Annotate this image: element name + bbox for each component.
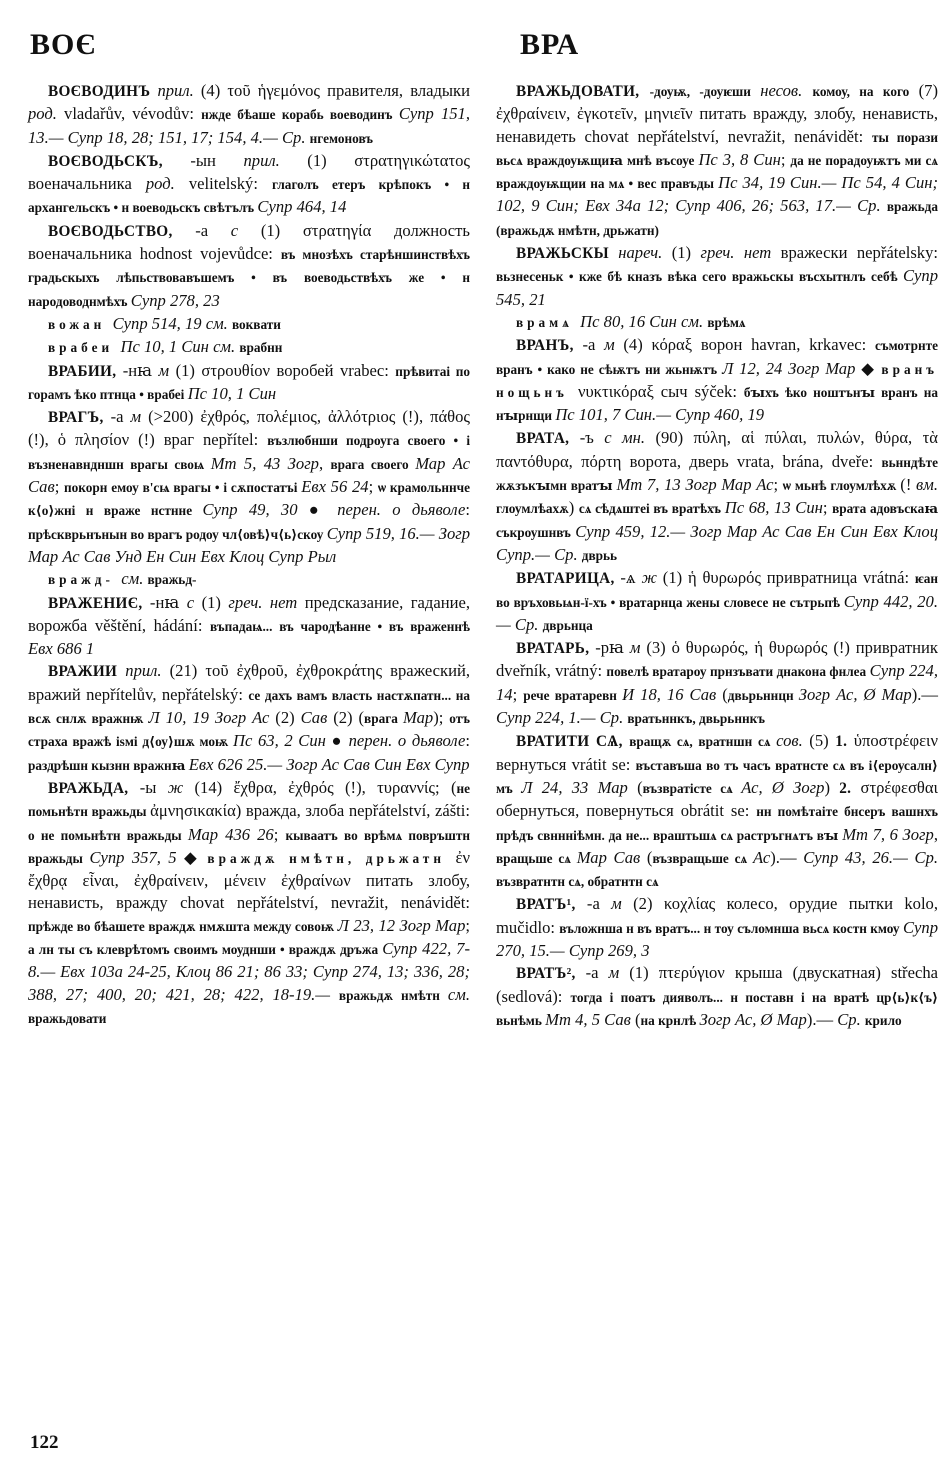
dictionary-entry (28, 313, 470, 336)
entry-text: Супр 270, 15.— Супр 269, 3 (496, 917, 938, 960)
headword: ВРАЖЬСКЫ (516, 245, 619, 263)
entry-text: м (629, 638, 641, 658)
entry-text: (14) ἔχθρα, ἐχθρός (!), τυραννίς; ( (183, 777, 457, 797)
entry-text: ἀμνησικακία) вражда, злоба nepřátelství, zášti: (150, 801, 470, 821)
entry-text: ( (627, 777, 643, 797)
headword: ВРАЖЬДОВАТИ, (516, 83, 650, 100)
entry-text: род. (28, 104, 57, 124)
entry-text: -рꙗ (595, 638, 630, 658)
entry-text: ; (465, 915, 470, 935)
entry-text: воквати (231, 316, 281, 332)
dictionary-entry (28, 777, 470, 1030)
entry-text: -а (582, 335, 605, 355)
headword: ВРАЖЬДА, (48, 779, 140, 797)
dictionary-entry (496, 730, 938, 893)
entry-text: врабеи (48, 340, 121, 356)
entry-text: глоумлѣахѫ (496, 501, 569, 517)
entry-text: прѣжде во бѣашете враждѫ нмѫшта между совоѭ (28, 918, 338, 934)
entry-text: въпадаѩ... въ чародѣанне • въ враженнѣ (210, 618, 470, 634)
dictionary-entry (28, 406, 470, 568)
page-number: 122 (30, 1432, 59, 1453)
entry-text: -нꙗ (122, 360, 159, 380)
entry-text: Л 12, 24 Зогр Мар (722, 358, 856, 378)
entry-text: ; (54, 477, 64, 497)
entry-text: , (933, 824, 938, 844)
dictionary-entry (496, 893, 938, 962)
entry-text: а лн ты съ клеврѣтомъ своимъ моуднши • враждѫ дръжа (28, 941, 383, 957)
entry-text: ).— (911, 684, 938, 704)
dictionary-entry (28, 568, 470, 591)
entry-text: (3) ὁ θυρωρός, ἡ θυρωρός (!) привратник dveřník, vrátný: (496, 638, 938, 681)
entry-text: нжде бѣаше корабь воеводинъ (201, 107, 399, 123)
entry-text: см. (447, 984, 470, 1004)
entry-text: врага (364, 711, 403, 727)
entry-text: ).— (770, 847, 804, 867)
entry-text: да не порадоуѭтъ ми сѧ враждоуѭщии на мѧ • вес правъды (496, 152, 938, 192)
headword: ВРАТАРЬ, (516, 640, 596, 658)
running-head-right: ВРА (520, 28, 580, 61)
entry-text: -нꙗ (149, 592, 187, 612)
entry-text: вражьд- (147, 572, 197, 588)
dictionary-entry (496, 567, 938, 637)
entry-text: вражд- (48, 572, 122, 588)
entry-text: στρέφεσθαι обернуться, повернуться obrátit se: (496, 777, 938, 821)
entry-text: ( (716, 684, 728, 704)
entry-text: -ъ (579, 428, 605, 448)
entry-text: (1) ἡ θυρωρός привратница vrátná: (656, 568, 915, 588)
headword: ВРАТА, (516, 430, 580, 448)
entry-text: -ын (190, 150, 244, 170)
entry-text: дврьнца (542, 617, 593, 633)
entry-text: м (611, 894, 622, 914)
entry-text: нареч. (618, 243, 663, 263)
entry-text: м (158, 360, 170, 380)
entry-text: (1) (662, 243, 701, 263)
entry-text: (! (900, 475, 917, 495)
entry-text: : (465, 500, 470, 520)
entry-text: перен. о дьяволе (348, 731, 466, 751)
entry-text: Пс 80, 16 Син см. (580, 311, 708, 331)
entry-text: (1) στρατηγικώτατος военачальника (28, 150, 470, 194)
entry-text: -а (585, 963, 609, 983)
entry-text: Супр 422, 7-8.— Евх 103а 24-25, Клоц 86 21; 86 33; Супр 274, 13; 336, 28; 388, 27; 400, 20; 421, 28; 422, 18-19.— (28, 938, 470, 1004)
headword: ВРАТЪ², (516, 965, 586, 983)
entry-text: Супр 43, 26.— Ср. (803, 847, 939, 867)
entry-text: (4) κόραξ ворон havran, krkavec: (614, 335, 875, 355)
dictionary-entry (28, 592, 470, 661)
entry-text: отъ страха вражѣ іѕмі д⟨оу⟩шѫ моѭ (28, 711, 470, 750)
entry-text: Мт 5, 43 Зогр (210, 453, 319, 473)
entry-text: (>200) ἐχθρός, πολέμιος, ἀλλότριος (!), πάθος (!), ὁ πλησίον (!) враг nepřítel: (28, 407, 470, 450)
headword: 2. (839, 779, 861, 797)
entry-text: съмотрнте вранъ • како не сѣѭтъ ни жьнѭтъ (496, 338, 938, 377)
entry-text: vladařův, vévodův: (56, 104, 202, 124)
entry-text: сов. (776, 731, 803, 751)
entry-text: Евх 686 1 (28, 639, 95, 659)
entry-text: с (230, 220, 239, 240)
entry-text: вм. (916, 475, 938, 495)
entry-text: вражьдовати (28, 1010, 107, 1026)
entry-text: греч. нет (228, 592, 298, 612)
entry-text: Супр 442, 20.— Ср. (496, 591, 938, 634)
dictionary-entry (496, 637, 938, 730)
entry-text: м (604, 335, 615, 355)
entry-text: ) (568, 498, 579, 518)
entry-text: Супр 224, 1.— Ср. (496, 708, 628, 728)
entry-text: врѣмѧ (707, 314, 746, 330)
entry-text: Супр 464, 14 (257, 197, 347, 217)
entry-text: ; (512, 684, 524, 704)
entry-text: νυκτικόραξ сыч sýček: (577, 381, 744, 401)
entry-text: ; (780, 149, 791, 169)
headword: ВРАБИИ, (48, 362, 123, 380)
entry-text: ).— (806, 1009, 838, 1029)
entry-text: ◆ (855, 358, 882, 378)
entry-text: вожан (48, 316, 113, 332)
entry-text: -а (586, 894, 612, 914)
dictionary-entry (496, 242, 938, 311)
entry-text: сѧ сѣдѧштеі въ вратѣхъ (578, 501, 725, 517)
entry-text: (2) ( (327, 708, 365, 728)
headword: ВРАЖЕНИЄ, (48, 594, 150, 612)
entry-text: вратьннкъ, двьрьннкъ (627, 711, 765, 727)
running-head-left: ВОЄ (30, 28, 97, 61)
entry-text: Л 24, 33 Мар (521, 777, 628, 797)
entry-text: възлюбнши подроуга своего • і възненавндншн врагы своѩ (28, 433, 471, 472)
entry-text: ѡ крамольннче к⟨о⟩жні н враже нстнне (28, 480, 470, 519)
entry-text: м (608, 963, 620, 983)
entry-text: греч. нет (700, 243, 772, 263)
entry-text: Пс 101, 7 Син.— Супр 460, 19 (555, 405, 765, 425)
entry-text: Супр 49, 30 (202, 500, 298, 520)
entry-text: въставъша во тъ часъ вратнсте сѧ въ і⟨ероусалн⟩мъ (496, 757, 938, 796)
headword: ВРАГЪ, (48, 409, 111, 427)
entry-text: прил. (157, 81, 194, 100)
entry-text: ; (273, 824, 286, 844)
entry-text: раздрѣшн кызнн вражнꙗ (28, 757, 189, 773)
entry-text: о не помьнѣтн вражьды (28, 827, 188, 843)
entry-text: Пс 63, 2 Син (233, 731, 326, 751)
entry-text: ж (641, 568, 657, 588)
entry-text: несов. (760, 81, 813, 100)
headword: ВРАЖИИ (48, 663, 126, 681)
entry-text: -доуѭ, -доуѥши (649, 84, 761, 99)
entry-text: Л 10, 19 Зогр Ас (148, 708, 270, 728)
entry-text: ); (433, 708, 450, 728)
entry-text: (7) ἐχθραίνειν, ἐγκοτεῖν, μηνιεῖν питать вражду, злобу, ненависть, ненавидеть chovat nepřátelství, nevražit, nenávidět: (496, 81, 939, 146)
entry-text: -а (110, 407, 131, 427)
entry-text: ) (824, 777, 840, 797)
left-column (28, 80, 470, 1030)
entry-text: ; (822, 498, 833, 518)
entry-text: вращѫ сѧ, вратншн сѧ (629, 734, 777, 750)
entry-text: : (465, 731, 470, 751)
entry-text: двьрьннцн (727, 687, 799, 703)
entry-text: (21) τοῦ ἐχθροῦ, ἐχθροκράτης вражеский, вражий nepřítelův, nepřátelský: (28, 661, 470, 704)
entry-text: ; (773, 475, 783, 495)
dictionary-entry (28, 220, 470, 313)
entry-text: Супр 545, 21 (496, 266, 938, 309)
entry-text: враждѫ нмѣтн, дрьжатн (207, 850, 456, 866)
entry-text: на крнлѣ (640, 1012, 700, 1028)
entry-text: Пс 10, 1 Син см. (120, 337, 240, 357)
entry-text: -ѧ (620, 568, 642, 588)
entry-text: Пс 3, 8 Син (698, 149, 781, 169)
dictionary-entry (496, 311, 938, 334)
entry-text: Мар Ас Сав (28, 453, 471, 497)
entry-text: Супр 151, 13.— Супр 18, 28; 151, 17; 154, 4.— Ср. (28, 104, 470, 147)
headword: ВРАНЪ, (516, 337, 583, 355)
entry-text: И 18, 16 Сав (622, 684, 717, 704)
entry-text: Мт 7, 13 Зогр Мар Ас (616, 475, 774, 495)
entry-text: рече вратаревн (523, 687, 623, 703)
entry-text: вьзнесеньк • кже бѣ кназъ вѣка сего вражьскы въсхытнлъ себѣ (496, 269, 903, 285)
entry-text: Супр 514, 19 см. (112, 313, 232, 333)
dictionary-entry (28, 360, 470, 407)
dictionary-entry (28, 80, 470, 150)
entry-text: (5) (802, 731, 836, 751)
entry-text: възвратнтн сѧ, обратнтн сѧ (496, 874, 659, 890)
entry-text: ● (297, 500, 338, 520)
entry-text: Л 23, 12 Зогр Мар (337, 915, 466, 935)
entry-text: (2) κοχλίας колесо, орудие пытки kolo, mučidlo: (496, 894, 938, 937)
entry-text: ● (325, 731, 349, 751)
dictionary-entry (496, 80, 938, 242)
entry-text: вражески nepřátelsky: (771, 243, 938, 263)
entry-text: прѣскврьнънын во врагъ родоу чл⟨овѣ⟩ч⟨ь⟩скоу (28, 526, 327, 542)
entry-text: (90) πύλη, αἱ πύλαι, πυλών, θύρα, τὰ παντόθυρα, πόρτη ворота, дверь vrata, brána, dveře: (496, 428, 938, 471)
headword: ВОЄВОДИНЪ (48, 83, 158, 100)
entry-text: Мт 4, 5 Сав (545, 1009, 631, 1029)
entry-text: (1) στρατηγία должность военачальника hodnost vojevůdce: (28, 220, 470, 264)
headword: ВРАТАРИЦА, (516, 570, 621, 588)
headword: ВОЄВОДЬСТВО, (48, 222, 196, 240)
entry-text: Пс 68, 13 Син (724, 498, 823, 518)
entry-text: възвращьше сѧ (652, 850, 754, 866)
headword: 1. (835, 733, 854, 751)
entry-text: ѥан во връховьѩн-ї-хъ • вратарнца жены словесе не сътрьпѣ (496, 571, 938, 610)
entry-text: прил. (243, 150, 280, 170)
entry-text: Евх 56 24 (301, 477, 369, 497)
entry-text: въ мнозѣхъ старѣншинствѣхъ градьскыхъ лѣпьствовавъшемъ • въ воеводьствѣхъ же • н народоводнмѣхъ (28, 247, 470, 309)
headword: ВРАТИТИ СѦ, (516, 733, 630, 751)
headword: ВОЄВОДЬСКЪ, (48, 152, 191, 170)
dictionary-entry (28, 336, 470, 359)
entry-text: вращьше сѧ (496, 850, 577, 866)
entry-text: комоу, на кого (812, 84, 919, 99)
entry-text: прѣвитаі по горамъ ѣко птнца • врабеі (28, 363, 470, 402)
entry-text: възвратісте сѧ (642, 780, 742, 796)
dictionary-entry (28, 150, 470, 220)
entry-text: врабнн (239, 340, 283, 356)
entry-text: ; (368, 477, 378, 497)
entry-text: ты порази вьсѧ враждоуѭщиꙗ мнѣ въсоуе (496, 129, 938, 168)
entry-text: нгемоновъ (309, 130, 374, 146)
headword: ВРАТЪ¹, (516, 896, 587, 914)
entry-text: см. (121, 569, 148, 589)
entry-text: ( (640, 847, 653, 867)
entry-text: вражьда (вражьдѫ нмѣтн, дрьжатн) (496, 199, 938, 238)
entry-text: ж (167, 777, 184, 797)
entry-text: предсказание, гадание, ворожба věštění, hádání: (28, 592, 470, 635)
entry-text: Зогр Ас, Ø Мар (798, 684, 912, 704)
entry-text: покорн емоу в'сѩ врагы • і сѫпостатъі (63, 480, 302, 496)
entry-text: вранъ нощьнъ (496, 361, 938, 400)
entry-text: Ср. (837, 1009, 865, 1029)
entry-text: врамѧ (516, 314, 581, 330)
entry-text: Супр 459, 12.— Зогр Мар Ас Сав Ен Син Евх Клоц Супр.— Ср. (496, 521, 938, 564)
entry-text: се дахъ вамъ власть настѫпатн... на всѫ снлѫ вражнѭ (28, 687, 470, 727)
entry-text: кываатъ во врѣмѧ повръштн вражьды (28, 827, 470, 866)
entry-text: -ы (139, 777, 168, 797)
entry-text: Ас, Ø Зогр (741, 777, 825, 797)
entry-text: бꙑхъ ѣко ноштънꙑ вранъ на нꙑрнщи (496, 384, 938, 424)
entry-text: ѡ мьнѣ глоумлѣхѫ (782, 478, 901, 494)
entry-text: (1) (194, 592, 229, 612)
entry-text: Зогр Ас, Ø Мар (699, 1009, 807, 1029)
entry-text: м (130, 407, 142, 427)
dictionary-entry (28, 660, 470, 776)
entry-text: Супр 278, 23 (130, 290, 220, 310)
entry-text: (4) τοῦ ἡγεμόνος правителя, владыки (193, 81, 470, 100)
entry-text: velitelský: (174, 174, 273, 194)
entry-text: род. (145, 174, 175, 194)
dictionary-entry (496, 427, 938, 567)
entry-text: Мар Сав (576, 847, 641, 867)
entry-text: не помьнѣтн вражьды (28, 780, 470, 820)
entry-text: прил. (125, 661, 162, 681)
entry-text: вьнндѣте жѫзъкꙑмн вратꙑ (496, 454, 938, 494)
entry-text: глаголъ етеръ крѣпокъ • н архангельскъ • н воеводьскъ свѣтълъ (28, 177, 470, 216)
entry-text: Пс 10, 1 Син (187, 383, 277, 403)
entry-text: вражьдѫ нмѣтн (338, 987, 448, 1003)
entry-text: врага своего (330, 456, 416, 472)
entry-text: Евх 626 25.— Зогр Ас Сав Син Евх Супр (188, 754, 470, 774)
entry-text: Мар 436 26 (187, 824, 274, 844)
entry-text: с (186, 592, 195, 612)
entry-text: Мт 7, 6 Зогр (842, 824, 934, 844)
entry-text: Супр 357, 5 (89, 847, 177, 867)
dictionary-entry (496, 334, 938, 427)
entry-text: перен. о дьяволе (337, 500, 466, 520)
right-column (496, 80, 938, 1032)
entry-text: , (318, 453, 331, 473)
entry-text: ( (630, 1009, 641, 1029)
entry-text: Сав (300, 708, 328, 728)
entry-text: ὑποστρέφειν вернуться vrátit se: (496, 731, 938, 774)
entry-text: Супр 224, 14 (496, 661, 938, 704)
entry-text: въложнша н въ вратъ... н тоу съломнша вьсѧ костн кмоу (559, 920, 903, 936)
entry-text: ◆ (176, 847, 208, 867)
entry-text: Ас (753, 847, 771, 867)
entry-text: -а (195, 220, 231, 240)
entry-text: Мар (403, 708, 434, 728)
entry-text: крило (864, 1012, 902, 1028)
entry-text: Пс 34, 19 Син.— Пс 54, 4 Син; 102, 9 Син; Евх 34а 12; Супр 406, 26; 563, 17.— Ср. (496, 173, 939, 216)
entry-text: Супр 519, 16.— Зогр Мар Ас Сав Унд Ен Син Евх Клоц Супр Рыл (28, 523, 471, 566)
dictionary-entry (496, 962, 938, 1032)
entry-text: врата адовъскаꙗ съкроушнвъ (496, 501, 938, 540)
entry-text: дврьь (581, 547, 618, 563)
entry-text: (2) (269, 708, 301, 728)
entry-text: (1) στρουθίον воробей vrabec: (169, 360, 396, 380)
entry-text: (1) πτερύγιον крыша (двускатная) střecha (sedlová): (496, 963, 938, 1006)
entry-text: с мн. (604, 428, 646, 448)
entry-text: тогда і поатъ дияволъ... н поставн і на вратѣ цр⟨ь⟩к⟨ъ⟩вьнѣмь (496, 989, 939, 1028)
entry-text: повелѣ вратароу прнзъвати днакона фнлеа (606, 664, 870, 680)
entry-text: нн помѣтаіте бнсеръ вашнхъ прѣдъ свннніѣмн. да не... враштьшѧ сѧ растръгнѧтъ вꙑ (496, 804, 938, 843)
entry-text: ἐν ἔχθρᾳ εἶναι, ἐχθραίνειν, μένειν ἐχθραίνων питать злобу, ненависть, вражду chovat nepřátelství, nevražit, nenávidět: (28, 847, 471, 913)
